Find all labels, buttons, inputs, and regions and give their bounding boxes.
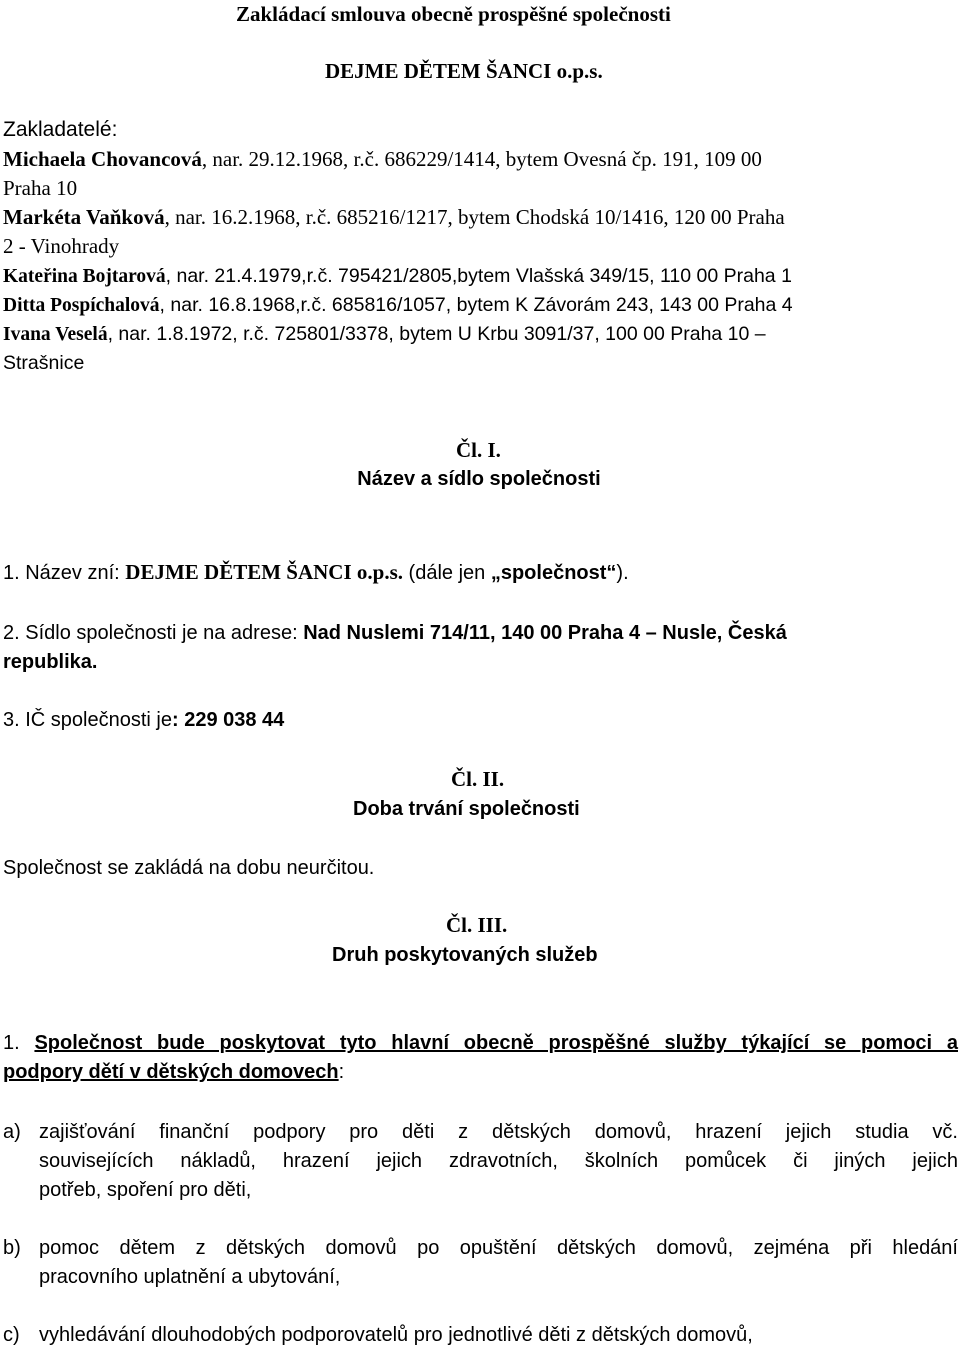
- article-3-intro: [3, 1029, 958, 1057]
- company-name-heading: DEJME DĚTEM ŠANCI o.p.s.: [325, 59, 603, 83]
- par-prefix: 1. Název zní:: [3, 562, 126, 584]
- item-c-line-1: vyhledávání dlouhodobých podporovatelů pro jednotlivé děti z dětských domovů,: [39, 1324, 753, 1346]
- article-1-par-2: [3, 619, 787, 647]
- intro-text-cont: podpory dětí v dětských domovech: [3, 1061, 339, 1083]
- item-c-label: c): [3, 1324, 20, 1346]
- company-id: : 229 038 44: [171, 709, 285, 731]
- item-a-line-3: potřeb, spoření pro děti,: [39, 1179, 252, 1201]
- founders-heading: Zakladatelé:: [3, 118, 118, 141]
- founder-2: [3, 203, 785, 231]
- article-2-number: Čl. II.: [451, 767, 505, 791]
- founder-details: , nar. 16.2.1968, r.č. 685216/1217, bytem Chodská 10/1416, 120 00 Praha: [164, 205, 785, 229]
- item-a-line-2: souvisejících nákladů, hrazení jejich zdravotních, školních pomůcek či jiných jejich: [39, 1150, 958, 1172]
- founder-details: , nar. 16.8.1968,r.č. 685816/1057, bytem K Závorám 243, 143 00 Praha 4: [159, 294, 793, 316]
- company-address: Nad Nuslemi 714/11, 140 00 Praha 4 – Nusle, Česká: [303, 622, 787, 644]
- item-b-line-2: pracovního uplatnění a ubytování,: [39, 1266, 341, 1288]
- intro-colon: :: [338, 1061, 345, 1083]
- par-mid: (dále jen: [403, 562, 491, 584]
- article-1-par-1: [3, 558, 629, 587]
- item-b-line-1: pomoc dětem z dětských domovů po opuštění dětských domovů, zejména při hledání: [39, 1237, 958, 1259]
- article-1-title: Název a sídlo společnosti: [357, 468, 601, 490]
- founder-name: Ivana Veselá: [3, 324, 108, 345]
- article-3-number: Čl. III.: [446, 913, 508, 937]
- founder-1-cont: Praha 10: [3, 176, 78, 200]
- founder-name: Ditta Pospíchalová: [3, 295, 160, 316]
- item-a-label: a): [3, 1121, 21, 1143]
- founder-name: Kateřina Bojtarová: [3, 266, 166, 287]
- company-name: DEJME DĚTEM ŠANCI o.p.s.: [125, 560, 403, 584]
- founder-details: , nar. 1.8.1972, r.č. 725801/3378, bytem U Krbu 3091/37, 100 00 Praha 10 –: [107, 323, 766, 345]
- par-end: ).: [616, 562, 629, 584]
- founder-5: [3, 320, 766, 349]
- par-prefix: 3. IČ společnosti je: [3, 709, 172, 731]
- founder-3: [3, 262, 792, 291]
- article-1-number: Čl. I.: [456, 438, 501, 462]
- article-2-title: Doba trvání společnosti: [353, 798, 580, 820]
- founder-details: , nar. 21.4.1979,r.č. 795421/2805,bytem Vlašská 349/15, 110 00 Praha 1: [165, 265, 792, 287]
- article-3-title: Druh poskytovaných služeb: [332, 944, 598, 966]
- par-prefix: 2. Sídlo společnosti je na adrese:: [3, 622, 304, 644]
- defined-term: „společnost“: [490, 562, 617, 584]
- founder-2-cont: 2 - Vinohrady: [3, 234, 120, 258]
- intro-number: 1.: [3, 1032, 35, 1054]
- founder-details: , nar. 29.12.1968, r.č. 686229/1414, bytem Ovesná čp. 191, 109 00: [201, 147, 762, 171]
- intro-text: Společnost bude poskytovat tyto hlavní obecně prospěšné služby týkající se pomoci a: [34, 1032, 958, 1054]
- document-title: Zakládací smlouva obecně prospěšné společnosti: [236, 2, 671, 26]
- item-a-line-1: zajišťování finanční podpory pro děti z dětských domovů, hrazení jejich studia vč.: [39, 1121, 958, 1143]
- company-address-cont: republika.: [3, 651, 98, 673]
- founder-name: Michaela Chovancová: [3, 147, 202, 171]
- founder-1: [3, 145, 762, 173]
- article-3-intro-cont: [3, 1058, 344, 1086]
- founder-5-cont: Strašnice: [3, 352, 85, 374]
- article-2-text: Společnost se zakládá na dobu neurčitou.: [3, 857, 375, 879]
- founder-4: [3, 291, 793, 320]
- item-b-label: b): [3, 1237, 21, 1259]
- article-1-par-3: [3, 706, 284, 734]
- founder-name: Markéta Vaňková: [3, 205, 165, 229]
